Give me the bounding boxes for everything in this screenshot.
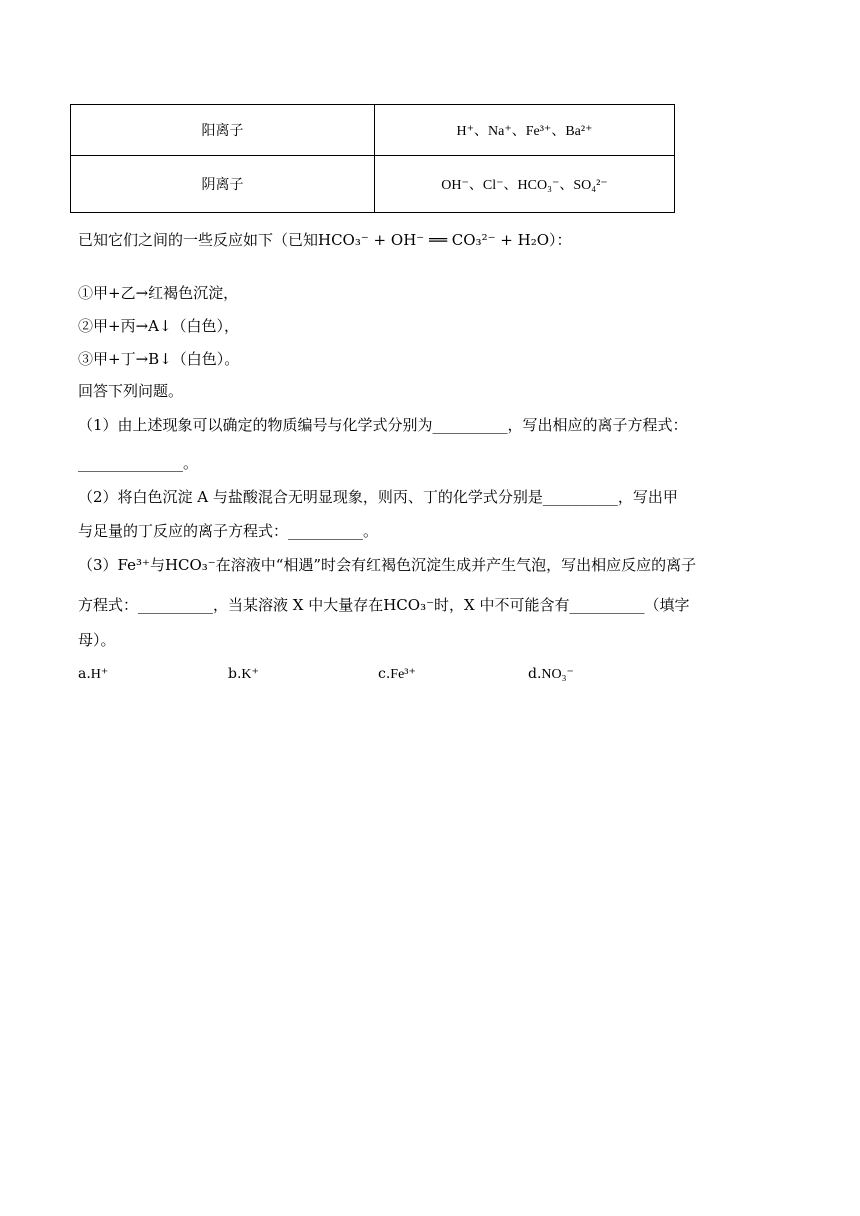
prompt-text: 回答下列问题。 <box>78 382 184 400</box>
option-label: a. <box>78 666 91 682</box>
option-value: Fe³⁺ <box>390 667 416 682</box>
anion-list: OH⁻、Cl⁻、HCO₃⁻、SO₄²⁻ <box>375 156 675 213</box>
question-1-line-1: （1）由上述现象可以确定的物质编号与化学式分别为__________，写出相应的离子方程式： <box>78 416 688 434</box>
question-2-line-2: 与足量的丁反应的离子方程式：__________。 <box>78 522 379 540</box>
cation-label: 阳离子 <box>71 105 375 156</box>
question-3-line-1: （3）Fe³⁺与HCO₃⁻在溶液中“相遇”时会有红褐色沉淀生成并产生气泡，写出相应反应的离子 <box>78 556 697 574</box>
intro-text: 已知它们之间的一些反应如下（已知HCO₃⁻ + OH⁻ ══ CO₃²⁻ + H₂O）： <box>78 231 572 249</box>
anion-label: 阴离子 <box>71 156 375 213</box>
option-label: d. <box>528 666 542 682</box>
option-value: K⁺ <box>241 667 259 682</box>
option-value: H⁺ <box>90 667 109 682</box>
option-label: b. <box>228 666 242 682</box>
option-d <box>528 666 574 683</box>
reaction-1: ①甲+乙→红褐色沉淀， <box>78 284 239 302</box>
table-row <box>71 105 675 156</box>
option-a <box>78 666 108 683</box>
option-value: NO₃⁻ <box>541 667 574 682</box>
option-label: c. <box>378 666 391 682</box>
ion-table <box>70 104 675 213</box>
option-c <box>378 666 416 683</box>
cation-list: H⁺、Na⁺、Fe³⁺、Ba²⁺ <box>375 105 675 156</box>
reaction-3: ③甲+丁→B↓（白色）。 <box>78 350 240 368</box>
reaction-2: ②甲+丙→A↓（白色）， <box>78 317 240 335</box>
table-row <box>71 156 675 213</box>
option-b <box>228 666 259 683</box>
question-3-line-2: 方程式：__________，当某溶液 X 中大量存在HCO₃⁻时，X 中不可能含有__________（填字 <box>78 596 690 614</box>
question-1-line-2: ______________。 <box>78 454 199 472</box>
question-3-line-3: 母）。 <box>78 631 116 649</box>
question-2-line-1: （2）将白色沉淀 A 与盐酸混合无明显现象，则丙、丁的化学式分别是__________，写出甲 <box>78 488 678 506</box>
